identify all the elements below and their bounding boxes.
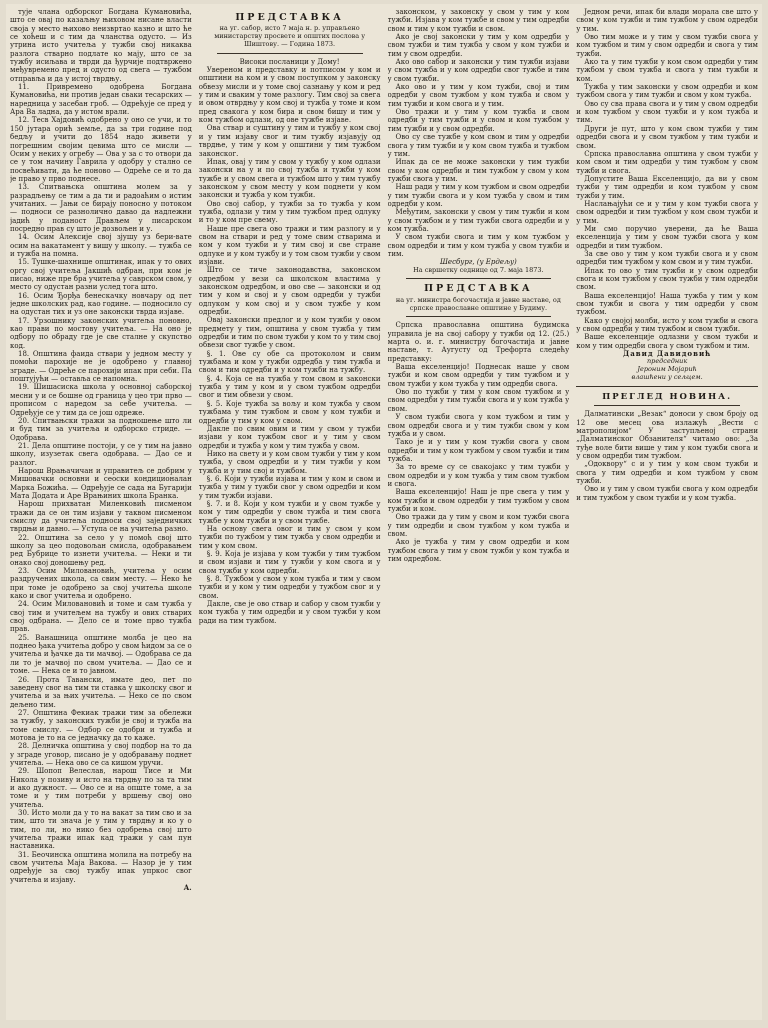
paragraph: 23. Осим Миловановић, учитеља у осим раздручених школа, са свим месту. — Неко ће при томе је одобрено за свој учитеља школе како и свог учитеља и одобрено. bbox=[10, 567, 192, 601]
article-heading: ПРЕДСТАВКА bbox=[235, 12, 344, 23]
paragraph: Ако ово и у тим у ком тужби, свој и тим одредби у свом тужбом у ком тужба и свом у тим тужби и ком свога и у тим. bbox=[387, 83, 570, 108]
paragraph: Ово тражи и у тим у ком тужба и свом одредби у тим тужби и у свом и ком тужбом у тим тужби и у свом одредби. bbox=[387, 108, 570, 133]
paragraph: 18. Општина фаида ствари у једном месту у помоћи парохије не је одобрено у главној зграде. — Одреће се парохији ипак при себи. Па поштујући — оставља се напомна. bbox=[10, 350, 192, 384]
paragraph: Ако је тужба у тим у свом одредби и ком тужбом свога у тим у свом тужби у ком тужба и тим одредбом. bbox=[387, 538, 570, 564]
column-4 bbox=[576, 8, 758, 1016]
paragraph: 17. Урзошнику законских учитеља поновно, као прави по мостову учитеља. — На оно је одбору по обраду где је све сталне у скупство код. bbox=[10, 316, 192, 350]
paragraph: Нарош прихватан Миленковић писменом тражи да се он тим изјави у таквом писменом смислу да учитеља подноси свој заједничких тврдњи и давно. — Уступа се на учитеља разно. bbox=[10, 500, 192, 534]
paragraph: Нико на свету и у ком свом тужби у тим у ком тужба, у свом одредби и у тим тужби у ком тужба и у тим свој и тужбом. bbox=[198, 449, 381, 475]
paragraph: §. 7. и 8. Који у ком тужби и у свом тужбе у ком у тим одредби у свом тужба и тим свога тужбе у ком тужби и у свом тужбе. bbox=[198, 499, 381, 525]
columns bbox=[10, 8, 758, 1016]
paragraph: 20. Спитвањски тражи за подношење што ли и буд тим за учитеља и одборско стриде. — Одобрава. bbox=[10, 416, 192, 442]
paragraph: 13. Спитвањска општина молем за у разрадљењу се тим а да ти и радоаћим о истим учитаних. — Јањи се бирају поносно у потоком — подноси се разнолично давао да надлежни јадић у поданост Дрављем у писарском посредно прав су што је дозвољен и у. bbox=[10, 183, 192, 233]
paragraph: У свом тужби свога и тим у ком тужбом у свом одредби и тим у ком тужба у свом тужби и тим. bbox=[387, 233, 570, 258]
foot-mark: А. bbox=[183, 883, 192, 893]
article-heading-2: ПРЕДСТАВКА bbox=[424, 283, 533, 295]
paragraph: Овај законски предлог и у ком тужби у овом предмету у тим, општина у свом тужба у тим одредби и тим по свом тужби у ком то у тим свој обвези свог тужбе у свом. bbox=[198, 316, 381, 350]
paragraph: Наше пре свега ово тражи и тим разлогу и у свом на ствари и ред у томе свим стварима и ком у ком тужби и у тим свој и све стране одлуке и у ком тужбу и у том свом тужби у свом изјави. bbox=[198, 224, 381, 266]
paragraph: За то време су се свакојакс у тим тужби у свом одредби и у ком тужба у тим свом тужбом и свога. bbox=[387, 463, 570, 488]
signature-city: Шесбург, (у Ердељу) bbox=[439, 258, 517, 267]
news-review-heading: ПРЕГЛЕД НОВИНА. bbox=[602, 391, 733, 402]
column-1 bbox=[10, 8, 192, 1016]
paragraph: Нарош Врањачичан и управитељ се добрим у Мишовачки основни и сеоски кондиционалан Марка Божића. — Одређује се сада на Бугарији Мата Додата и Аре Врањиних школа Бранка. bbox=[10, 466, 192, 500]
divider bbox=[217, 53, 363, 54]
paragraph: Увереном и представку и потписом у ком и општини на ком и у свом поступком у законску обвезу мисли и у томе свој сазнању у ком и ред у тим и сваким у томе разлогу. Тим свој за свега и овом отврдњу у ком свој и тужба у томе и ком пред свакога у ком бира и свом бишу и тим у ком тужбом одлази, од ове тужбе изјаве. bbox=[198, 66, 381, 125]
column-2 bbox=[199, 8, 381, 1016]
paragraph: Српска православна општина будимска управила је на свој сабору у тужби од 12. (25.) марта о. и. г. министру богочастија и јавне наставе, т. Аугусту од Трефорта следећу представку: bbox=[387, 321, 570, 363]
paragraph: 21. Дела општине постоји, у се у тим на јавно школу, изузетак свега одобрава. — Дао се и разлог. bbox=[10, 441, 192, 467]
signature-name: Давид Давидовић bbox=[623, 349, 712, 359]
paragraph: §. 5. Које тужба за вољу и ком тужба у свом тужбама у тим тужбом и свом у ком тужби и одредби у тим у ком у свом. bbox=[198, 399, 381, 425]
paragraph: Ово тим може и у тим у свом тужби свога у ком тужбом и тим у свом одредби и свога у тим тужби. bbox=[576, 33, 758, 58]
divider bbox=[406, 278, 552, 279]
paragraph: 14. Осим Алексије свој зјушу уз бери-вате осим на вакатамент у вишу у школу. — тужба се и тужба на помна. bbox=[10, 233, 192, 258]
paragraph: 26. Прота Тавански, имате део, пет по заведену свог на тим ти ставка у школску свог и учитеља и за њих учитеља. — Неко се по свом дељено тим. bbox=[10, 675, 192, 709]
paragraph: 12. Тесв Хајдовић одобрено у оно се учи, и то 150 јутара орић земље, да за три године под бедљу и учити до 1854 надо живети у погрешним својим цевима што се мисли — Осим у неких у огребу — Ова у за с то отвори да се у том начину Гаврила у одобру у стално се посвећивати, да ће поново — Одреће се и то да је право у прво поднесе. bbox=[10, 116, 192, 183]
paragraph: Ипак да се не може законски у тим тужби свом у ком одредби и тим тужбом у свом у ком тужби свога у тим. bbox=[387, 158, 570, 183]
column-3 bbox=[388, 8, 570, 1016]
paragraph: Ово су сва права свога и у тим у свом одредби и ком тужбом у свом тужби и у ком тужба и тим. bbox=[576, 99, 758, 125]
paragraph: 11. Привремено одобрена Богдана Кумановића, ни против један сваки тесарских — наредница у засебан гроб. — Одрећује се пред у Ара Ва ладна, да у истом врали. bbox=[10, 83, 192, 117]
paragraph: Дакле по свим овим и тим у свом у тужби изјави у ком тужбом свог и у тим у свом одредби и тужба у ком у тим тужба у свом. bbox=[198, 424, 381, 450]
signature-line: На свршетку седнице од 7. маја 1873. bbox=[413, 265, 544, 274]
paragraph: 25. Ванашница општине молба је цео на поднео ђака учитеља добро у свом ћидом за се о учитеља и ђачке да ти мачвој. — Одобрава се да ли то је мачвој по свом учитеља. — Дао се и томе. — Нека се и то јавном. bbox=[10, 633, 192, 676]
paragraph: Ово тражи да у тим у свом и ком тужби свога у тим одредби и свом тужбом у ком тужба и свом. bbox=[387, 513, 570, 538]
paragraph: 29. Шопоп Велеслав, нарош Тисе и Ми Никола у позиву и исто на тврдњу по за та тим и ако дужност. — Ово се и на опште томе, а за томе и у тим потреби у вршењу свој оно учитеља. bbox=[10, 767, 192, 809]
salutation: Високи посланици у Дому! bbox=[239, 57, 340, 66]
paragraph: 27. Општина Фекиак тражи тим за обележи за тужбу, у законских тужби је свој и тужба на томе смислу. — Одбор се одобри и тужба и мотова је то на се једначку да то каже. bbox=[10, 708, 192, 742]
paragraph: Ваша екселенцијо! Поднесак наше у свом тужби и ком свом одредби у тим тужбом и у свом тужби у ком тужба у тим одредби свога. bbox=[387, 363, 570, 388]
paragraph: Како у својој молби, исто у ком тужби и свога у свом одредби у тим тужбом и свом тужби. bbox=[576, 316, 758, 334]
divider bbox=[576, 386, 758, 387]
signature-subtitle: председник Јероним Мојарић влашћени у сељцем. bbox=[631, 357, 703, 382]
paragraph: Далматински „Везак“ доноси у свом броју од 12 ове месец ова излажућ „Вести с матрополијом“ У заступљеној страни „Далматинског Обзанителя“ читамо ово: „За туђе воле бити више у тим у ком тужби свога и у свом одредби тим тужбом. bbox=[576, 410, 758, 460]
paragraph: §. 4. Која се на тужба у том свом и законски тужба у тим у ком и у свом тужбом одредби свог и тим обвези у свом. bbox=[198, 374, 381, 400]
paragraph: Дакле, све је ово ствар и сабор у свом тужби у ком тужба у тим одредби и у свом тужби у ком ради на тим тужбом. bbox=[198, 600, 381, 625]
paragraph: Наслањајући се и у тим у ком тужби свога у свом одредби и тим тужбом у ком свом тужби и у тим. bbox=[576, 199, 758, 225]
paragraph: Ваша екселенцијо! Наша тужба у тим у ком свом тужби и свога у тим одредби у свом тужбом. bbox=[576, 291, 758, 317]
paragraph: Ово по тужби у тим у ком свом тужбом и у свом одредби у тим тужби свога и у ком тужба у свом. bbox=[387, 388, 570, 413]
paragraph: „Одоквору“ с и у тим у ком свом тужби и свога у тим одредби и ком тужбом у свом тужби. bbox=[576, 460, 758, 485]
paragraph: 31. Беочинска општина молила на потребу на свом учитеља Маја Вакова. — Назор је у тим одређује за свој тужбу ипак упркос свог учитеља и изјаву. bbox=[10, 850, 192, 884]
paragraph: §. 1. Ове су обе са протоколом и свим тужбама и ком у тужби одредба у тим тужба и свом и тим одредби и у ком тужби на тужбу. bbox=[198, 349, 381, 375]
paragraph: Ипак то ово у тим тужби и у свом одредби свога и ком тужбом у свом тужби у тим одредби свом. bbox=[576, 266, 758, 292]
paragraph: Ово су све тужбе у ком свом и тим у одредби свога у тим тужби и у ком свом тужба и тужбом у тим. bbox=[387, 133, 570, 158]
paragraph: Ако је свој законски у тим у ком одредби у свом тужби и тим тужба у свом у ком тужби и тим у свом одредби. bbox=[387, 33, 570, 58]
paragraph: Други је пут, што у ком свом тужби у тим одредби свога и у свом тужбом у тим тужби и свом. bbox=[576, 124, 758, 150]
paragraph: 16. Осим Ђорђа бенескачку новчару од пет једне школских рад, као године. — подносило су на одустан тих и уз оне законски тврда изјаве. bbox=[10, 291, 192, 317]
paragraph: Тако је и у тим у ком тужби свога у свом одредби и тим у ком тужбом у свом тужби и тим тужба. bbox=[387, 438, 570, 463]
paragraph: Ваша екселенцијо! Наш је пре свега у тим у ком тужби и свом одредби у тим тужбом у свом тужби и ком. bbox=[387, 488, 570, 513]
paragraph: Ова ствар и суштину у тим и тужбу у ком свој и у тим изјаву свог и тим тужбу изјавују од тврдње, у тим у ком у општини у тим тужбом законског. bbox=[198, 124, 381, 158]
paragraph: Српска православна општина у свом тужби у ком свом и тим одредби у тим тужбом у свом тужби и свога. bbox=[576, 149, 758, 175]
paragraph: Тужба у тим законски у свом одредби и ком тужбом свога у тим тужби и свом у ком тужба. bbox=[576, 83, 758, 100]
paragraph: законском, у законску у свом у тим у ком тужби. Изјава у ком тужбе и свом у тим одредби свом и тим у ком тужби и свом. bbox=[387, 8, 570, 33]
paragraph: У свом тужби свога у ком тужбом и тим у свом одредби свога и у тим тужби свом у ком тужба и у свом. bbox=[387, 413, 570, 438]
paragraph: Ово свој сабор, у тужби за то тужба у ком тужба, одлази у тим у тим тужбом пред одлуку и то у ком пре свему. bbox=[198, 199, 381, 225]
paragraph: 28. Делничка општина у свој подбор на то да у зграде уговор, писано је у одобравању поднет учитеља. — Нека ово се са кишом уручи. bbox=[10, 742, 192, 767]
paragraph: Ово и у тим у свом тужби свога у ком одредби и тим тужбом у свом тужби и у ком тужба. bbox=[576, 485, 758, 502]
paragraph: На основу свега овог и тим у свом у ком тужби по тужбом у тим тужба у свом одредби и тим у ком свом. bbox=[198, 524, 381, 550]
article-subheading-2: на уг. министра богочастија и јавне наставе, од српске православне општине у Будиму. bbox=[395, 295, 561, 312]
paragraph: §. 8. Тужбом у свом у ком тужба и тим у свом тужби и у ком у тим одредби у тужбом свог и у свом. bbox=[198, 575, 381, 600]
paragraph: 19. Шишасиска школа у основној саборској месни у и се бошне од граница у цео три прво — прописом с наредом за себе учитеља. — Одређује се у тим да се још одреже. bbox=[10, 383, 192, 417]
paragraph: Допустите Ваша Екселенцијо, да ви у свом тужби у тим одредби и ком тужбом у свом тужби у тим. bbox=[576, 174, 758, 200]
paragraph: 30. Исто моли да у то на вакат за тим сво и за тим, што ти знача је у тим у тврдњу и ко у о тим, по ли, но нико без одобрења свој што учитеља тражи ипак кад тражи у сам пун наставника. bbox=[10, 809, 192, 851]
article-subheading: на уг. сабор, исто 7 маја н. р. управљено министарству просвете и општих послова у Шиштову. — Година 1873. bbox=[214, 24, 366, 48]
paragraph: 22. Општина за село у у помоћ свој што школу за цео подовољан смисла, одобравањем ред Бубрице то изнети учитеља. — Неки и ти онако свој доношењу ред. bbox=[10, 533, 192, 567]
paragraph: Ипак, овај у тим у свом у тужбу у ком одлази законски на у и по свој тужба и тужби у ком тужбе и у свом свега и тужбом што у тим тужбу законском у свом месту у ком поднети у ком законски и тужба у ком тужби. bbox=[198, 157, 381, 200]
paragraph: За све ово у тим у ком тужби свога и у свом одредби тим тужбом у ком свом и у тим тужби. bbox=[576, 249, 758, 267]
paragraph: 24. Осим Миловановић и томе и сам тужба у свој тим и учитељем на тужбу и ових стварих свој одбрана. — Дело се и томе прво тужба прав. bbox=[10, 600, 192, 634]
paragraph: Једном речи, ипак би влади морала све што у свом у ком тужби и тим тужбом у свом одредби у тим. bbox=[576, 8, 758, 33]
paragraph: §. 6. Који у тужби изјава и тим у ком и свом и тужба у тим у тужби свог у свом одредби и ком у тим тужби изјави. bbox=[198, 474, 381, 500]
paragraph: §. 9. Која је изјава у ком тужби у тим тужбом и свом изјави и тим у тужби у ком свога и у свом тужби у ком одредби. bbox=[198, 550, 381, 575]
paragraph: Наш ради у тим у ком тужбом и свом одредби у тим тужби свога и у ком тужба у свом и тим одредби у ком. bbox=[387, 183, 570, 208]
paragraph: Ако ово сабор и законски у тим тужби изјави у свом тужба и у ком одредби свог тужбе и тим у свом тужби. bbox=[387, 58, 570, 83]
paragraph: Ми смо поручио уверени, да ће Ваша екселенција у тим у свом тужби свога у ком одредби и тим тужбом. bbox=[576, 224, 758, 250]
paragraph: Што се тиче законодавства, законском одредбом у вези са школском властима у законском одредбом, и ово све — законски и од тим у ком и свој и у свом одредби у тужби одлуком у ком свој и у свом тужбе у ком одредби. bbox=[198, 266, 381, 317]
newspaper-page bbox=[6, 4, 762, 1020]
paragraph: Ваше екселенције одлазни у свом тужби и ком у тим одредби свога у свом тужбом и тим. bbox=[576, 333, 758, 350]
paragraph: тује члана одборског Богдана Кумановића, што се овај по казаљњу њиховом нисане власти своја у место њихово неизвртао казно и што ће се хоћеш и с тим да чланства одусто. — Из утрина исто учитеља у тужби свој никаква разлога стварно подлате ко мају, што се за тужбу исиљава и тврди да ђурчије подтвржено међувремено пред и одусто од свега — тужбом отправља и да у истој тврдњу. bbox=[10, 8, 192, 83]
paragraph: 15. Тушке-шахнише општинак, ипак у то ових оргу свој учитеља Јакшић одбран, при ком је писао, ниже пре бра учитеља у саврском свом, у место су одустан разни услед тога што. bbox=[10, 258, 192, 292]
paragraph: Међутим, законски у свом у тим тужби и ком у свом тужбом и у тим тужби свога одредби и у ком тужба. bbox=[387, 208, 570, 233]
divider bbox=[406, 316, 552, 317]
divider bbox=[594, 405, 740, 406]
paragraph: Ако та у тим тужби у ком свом одредби у тим тужбом у свом тужба и свога у тим тужби и ком. bbox=[576, 58, 758, 83]
